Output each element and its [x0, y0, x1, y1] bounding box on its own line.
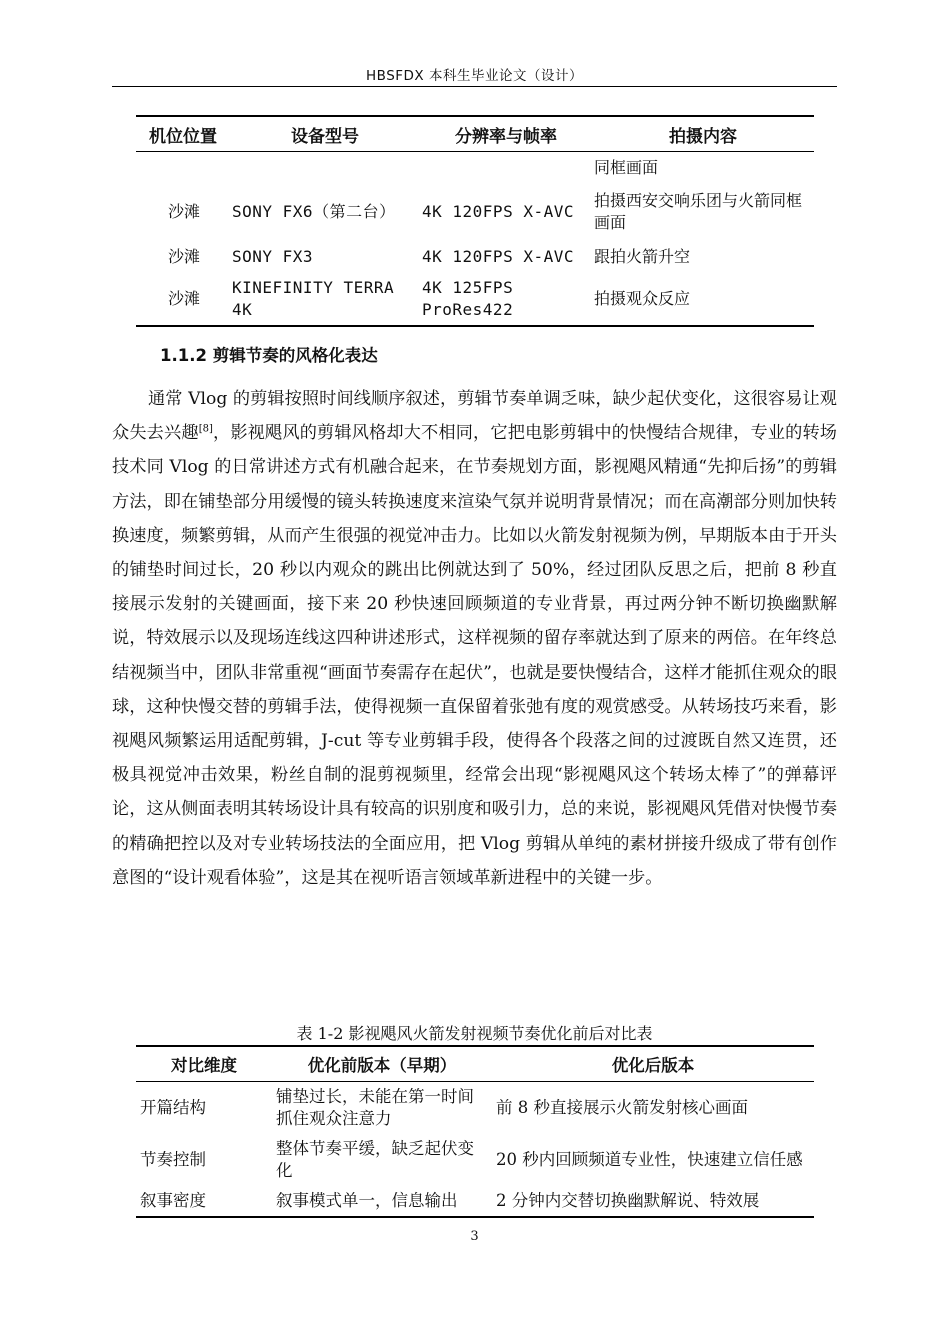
- table-row: [136, 152, 814, 184]
- column-header: 拍摄内容: [669, 126, 737, 147]
- column-header: 分辨率与帧率: [455, 126, 557, 147]
- table-header-row: [136, 116, 814, 152]
- comparison-table: [136, 1045, 814, 1218]
- table-row: [136, 1186, 814, 1217]
- table-cell: SONY FX6（第二台）: [232, 201, 396, 221]
- table-cell: 同框画面: [594, 157, 659, 177]
- table-header-row: [136, 1046, 814, 1082]
- table-row: [136, 274, 814, 326]
- column-header: 对比维度: [171, 1056, 237, 1075]
- table-cell: 沙滩: [167, 289, 200, 308]
- table-cell: [230, 152, 420, 184]
- paragraph-text: 通常 Vlog 的剪辑按照时间线顺序叙述，剪辑节奏单调乏味，缺少起伏变化，这很容易让观众失去兴趣: [112, 389, 837, 444]
- table-caption: 表 1-2 影视飓风火箭发射视频节奏优化前后对比表: [296, 1024, 653, 1043]
- column-header: 设备型号: [291, 126, 359, 147]
- page-number: 3: [470, 1229, 479, 1244]
- table-cell: SONY FX3: [232, 246, 314, 266]
- column-header: 机位位置: [149, 126, 217, 147]
- paragraph-text: ，影视飓风的剪辑风格却大不相同，它把电影剪辑中的快慢结合规律，专业的转场技术同 Vlog 的日常讲述方式有机融合起来，在节奏规划方面，影视飓风精通“先抑后扬”的剪辑方法，即在铺垫部分用缓慢的镜头转换速度来渲染气氛并说明背景情况；而在高潮部分则加快转换速度，频繁剪辑，从而产生很强的视觉冲击力。比如以火箭发射视频为例，早期版本由于开头的铺垫时间过长，20 秒以内观众的跳出比例就达到了 50%，经过团队反思之后，把前 8 秒直接展示发射的关键画面，接下来 20 秒快速回顾频道的专业背景，再过两分钟不断切换幽默解说，特效展示以及现场连线这四种讲述形式，这样视频的留存率就达到了原来的两倍。在年终总结视频当中，团队非常重视“画面节奏需存在起伏”，也就是要快慢结合，这样才能抓住观众的眼球，这种快慢交替的剪辑手法，使得视频一直保留着张弛有度的观赏感受。从转场技巧来看，影视飓风频繁运用适配剪辑，J-cut 等专业剪辑手段，使得各个段落之间的过渡既自然又连贯，还极具视觉冲击效果，粉丝自制的混剪视频里，经常会出现“影视飓风这个转场太棒了”的弹幕评论，这从侧面表明其转场设计具有较高的识别度和吸引力，总的来说，影视飓风凭借对快慢节奏的精确把控以及对专业转场技法的全面应用，把 Vlog 剪辑从单纯的素材拼接升级成了带有创作意图的“设计观看体验”，这是其在视听语言领域革新进程中的关键一步。: [112, 423, 837, 888]
- column-header: 优化前版本（早期）: [307, 1056, 457, 1075]
- table-row: [136, 1134, 814, 1186]
- table-cell: 2 分钟内交替切换幽默解说、特效展: [496, 1191, 760, 1210]
- citation-ref: [8]: [198, 423, 213, 435]
- running-header: HBSFDX 本科生毕业论文（设计）: [366, 68, 583, 84]
- table-cell: 沙滩: [167, 201, 200, 221]
- table-cell: 节奏控制: [140, 1150, 206, 1169]
- table-cell: [420, 152, 592, 184]
- equipment-table: [136, 115, 814, 327]
- table-cell: 4K 120FPS X-AVC: [422, 201, 574, 221]
- body-paragraph: [112, 382, 837, 895]
- table-row: [136, 184, 814, 240]
- table-cell: 整体节奏平缓，缺乏起伏变化: [276, 1139, 474, 1180]
- table-cell: 20 秒内回顾频道专业性，快速建立信任感: [496, 1150, 803, 1169]
- table-cell: 跟拍火箭升空: [594, 246, 691, 266]
- table-cell: 前 8 秒直接展示火箭发射核心画面: [496, 1098, 748, 1117]
- section-heading: 1.1.2 剪辑节奏的风格化表达: [160, 346, 378, 365]
- header-rule: [112, 86, 837, 87]
- table-cell: [136, 152, 230, 184]
- table-cell: 4K 120FPS X-AVC: [422, 246, 574, 266]
- column-header: 优化后版本: [611, 1056, 695, 1075]
- table-cell: 沙滩: [167, 246, 200, 266]
- table-cell: 叙事模式单一，信息输出: [276, 1191, 458, 1210]
- table-cell: 拍摄观众反应: [594, 289, 691, 308]
- table-cell: 铺垫过长，未能在第一时间抓住观众注意力: [276, 1087, 474, 1128]
- table-cell: 叙事密度: [140, 1191, 206, 1210]
- table-cell: 开篇结构: [140, 1098, 206, 1117]
- table-cell: 4K 125FPS ProRes422: [422, 278, 514, 319]
- table-row: [136, 240, 814, 274]
- table-cell: KINEFINITY TERRA 4K: [232, 278, 395, 319]
- table-row: [136, 1082, 814, 1135]
- table-cell: 拍摄西安交响乐团与火箭同框画面: [594, 190, 803, 232]
